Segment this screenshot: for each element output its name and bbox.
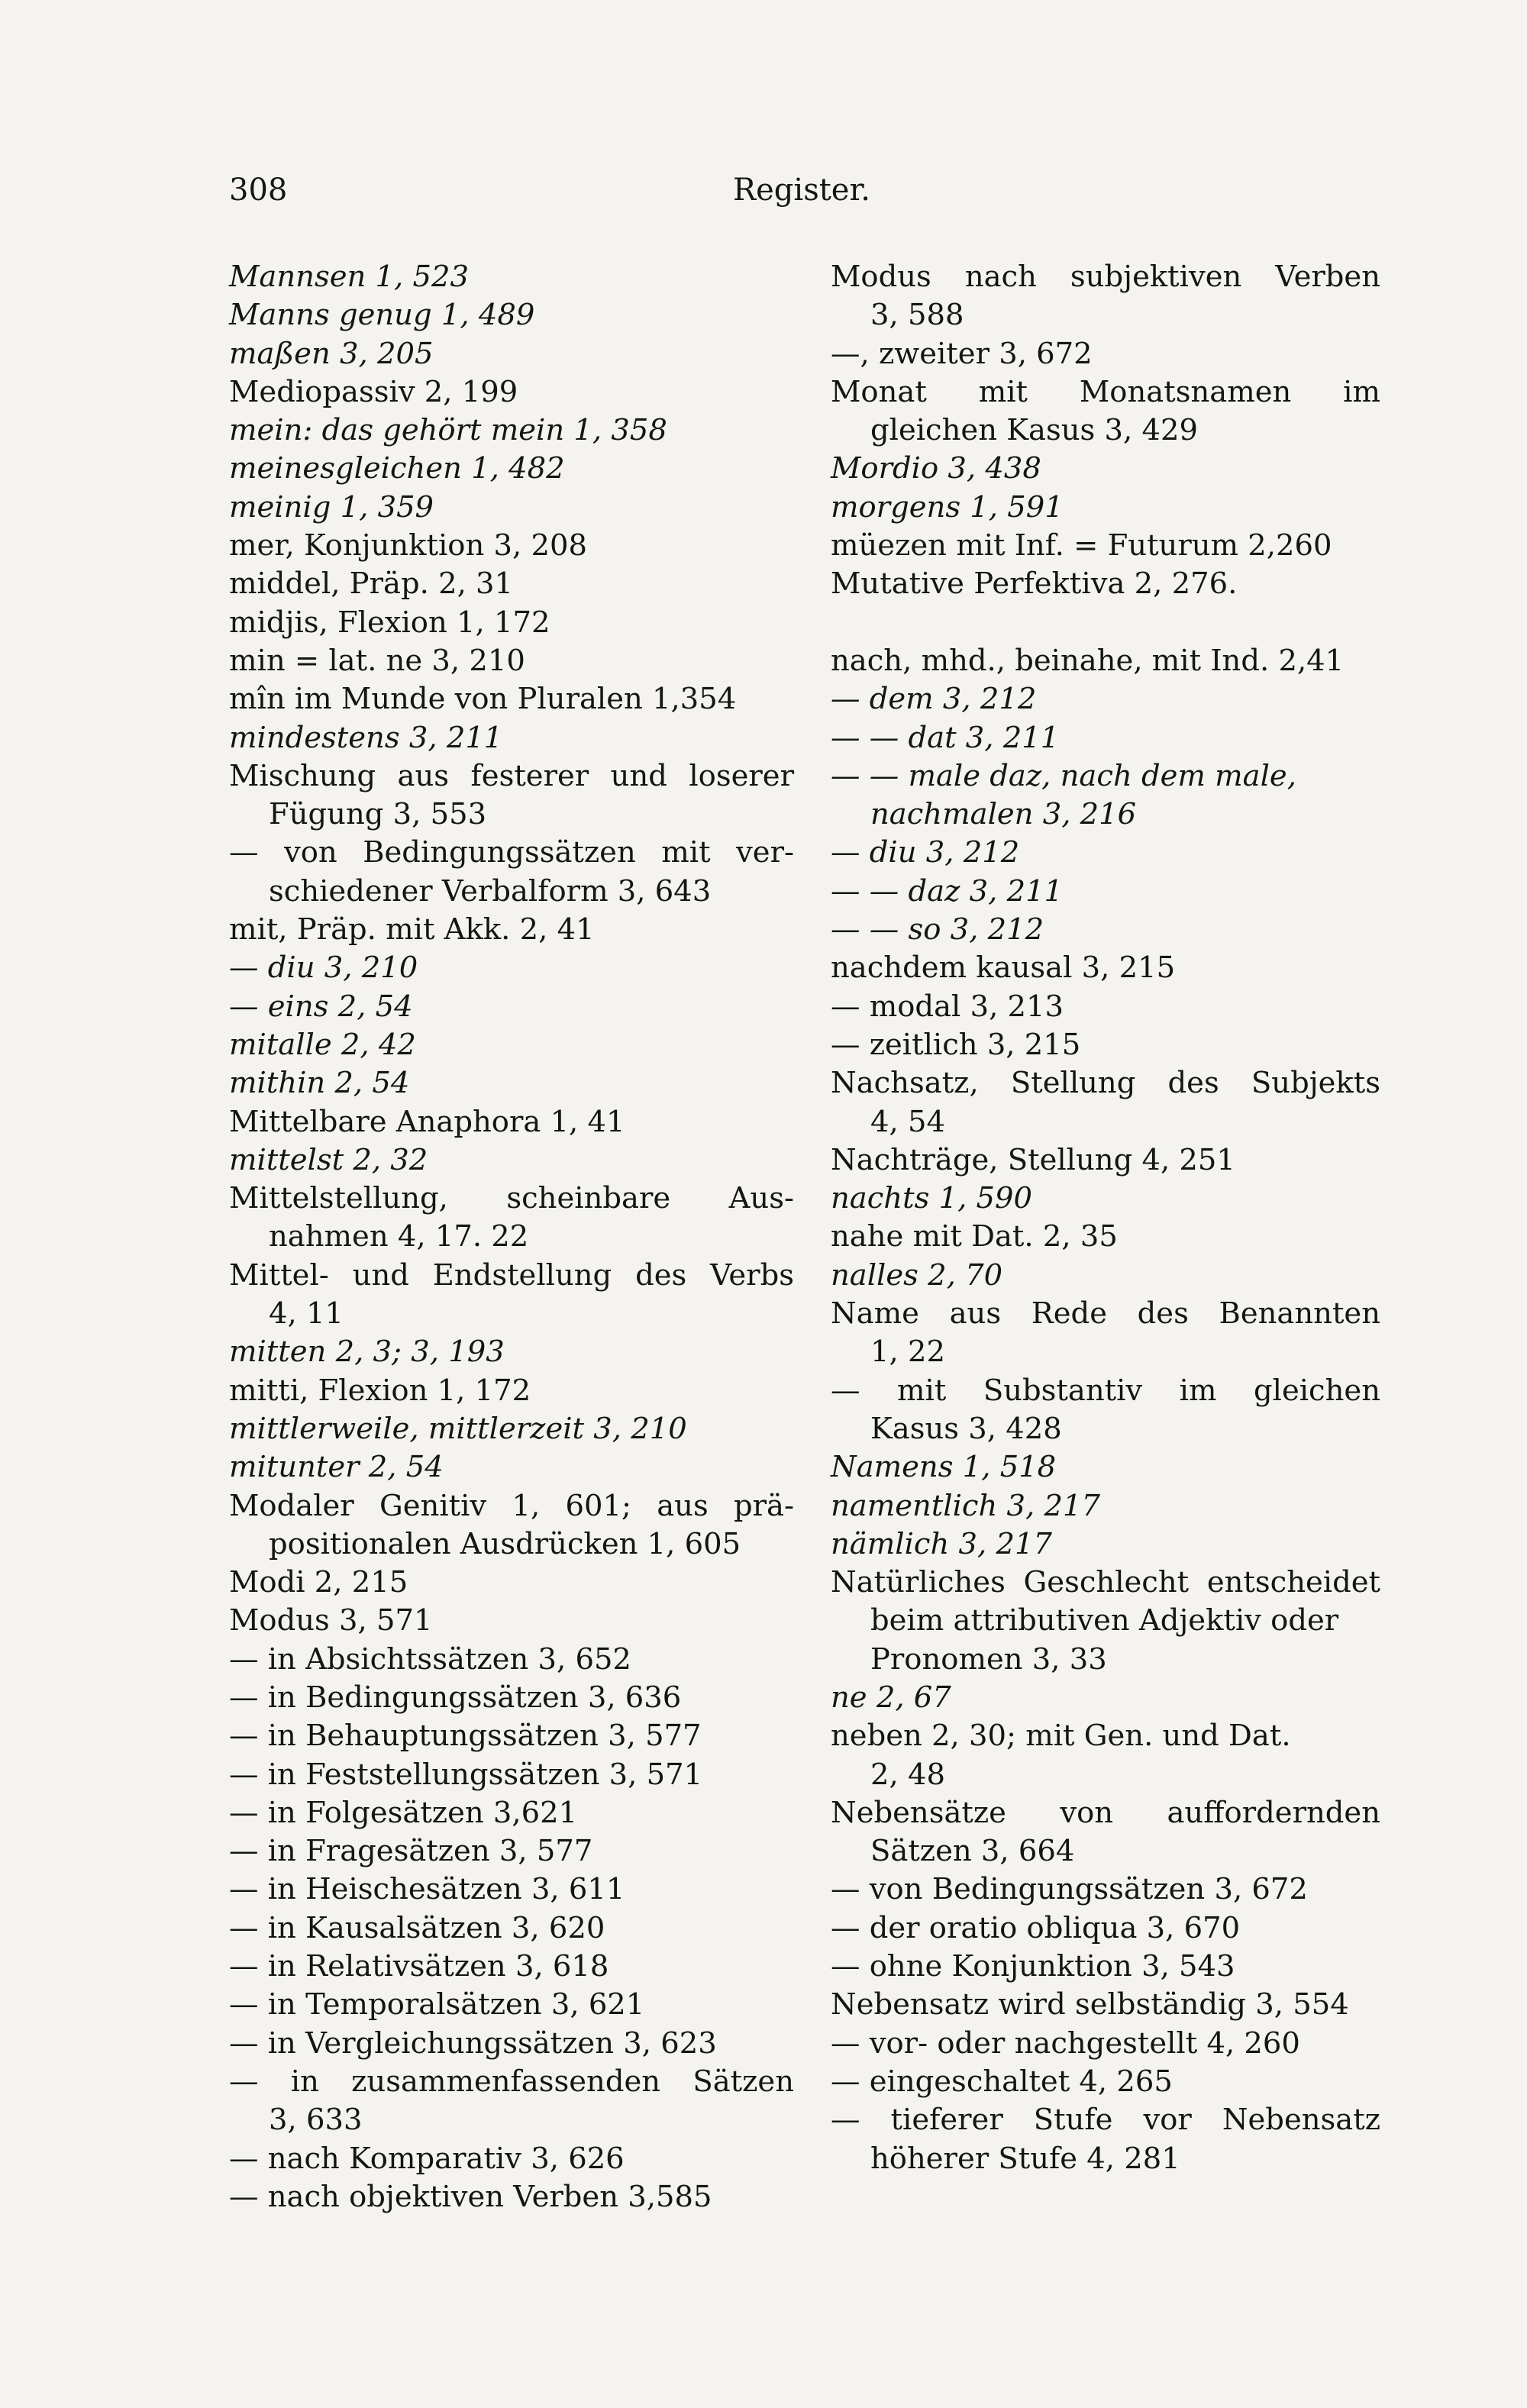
index-entry-line: Nebensätze von auffordernden	[831, 1795, 1380, 1830]
index-entry-line: mitalle 2, 42	[229, 1027, 416, 1062]
running-title: Register.	[733, 173, 870, 208]
index-entry-line: mithin 2, 54	[229, 1066, 410, 1101]
index-entry-line: nahmen 4, 17. 22	[269, 1219, 529, 1254]
index-entry-line: 1, 22	[870, 1335, 945, 1370]
index-entry-line: — modal 3, 213	[831, 989, 1064, 1024]
index-entry-line: maßen 3, 205	[229, 336, 434, 371]
index-entry-line: — in Temporalsätzen 3, 621	[229, 1987, 645, 2022]
index-entry-line: nämlich 3, 217	[831, 1526, 1052, 1561]
index-entry-line: höherer Stufe 4, 281	[870, 2141, 1180, 2176]
index-entry-line: — nach Komparativ 3, 626	[229, 2141, 625, 2176]
index-entry-line: 3, 588	[870, 298, 964, 333]
index-entry-line: — tieferer Stufe vor Nebensatz	[831, 2103, 1380, 2138]
index-entry-line: — in Absichtssätzen 3, 652	[229, 1641, 631, 1677]
page-number: 308	[229, 173, 288, 208]
index-entry-line: schiedener Verbalform 3, 643	[269, 873, 712, 909]
blank-line	[831, 604, 1380, 642]
index-entry-line: nachmalen 3, 216	[870, 797, 1137, 832]
index-entry-line: Mittelstellung, scheinbare Aus-	[229, 1181, 794, 1216]
index-entry-line: — in Folgesätzen 3,621	[229, 1795, 578, 1830]
index-entry-line: Monat mit Monatsnamen im	[831, 374, 1380, 409]
index-column-left	[229, 258, 794, 2216]
index-entry-line: — — dat 3, 211	[831, 720, 1060, 755]
index-entry-line: mein: das gehört mein 1, 358	[229, 413, 667, 448]
index-entry-line: morgens 1, 591	[831, 489, 1064, 525]
index-entry-line: Mutative Perfektiva 2, 276.	[831, 566, 1238, 602]
index-entry-line: nahe mit Dat. 2, 35	[831, 1219, 1118, 1254]
index-entry-line: gleichen Kasus 3, 429	[870, 413, 1198, 448]
index-entry-line: — — male daz, nach dem male,	[831, 758, 1296, 793]
index-entry-line: Mannsen 1, 523	[229, 260, 469, 294]
index-entry-line: — eins 2, 54	[229, 989, 413, 1024]
index-entry-line: Kasus 3, 428	[870, 1411, 1062, 1446]
index-entry-line: — zeitlich 3, 215	[831, 1027, 1081, 1062]
index-entry-line: Mordio 3, 438	[831, 451, 1041, 486]
index-entry-line: 4, 11	[269, 1296, 344, 1332]
index-entry-line: mer, Konjunktion 3, 208	[229, 528, 587, 563]
index-entry-line: nach, mhd., beinahe, mit Ind. 2,41	[831, 643, 1345, 678]
index-entry-line: Modus 3, 571	[229, 1603, 433, 1638]
index-entry-line: mindestens 3, 211	[229, 720, 503, 755]
index-entry-line: mit, Präp. mit Akk. 2, 41	[229, 912, 595, 947]
index-entry-line: — eingeschaltet 4, 265	[831, 2064, 1173, 2099]
index-entry-line: — diu 3, 212	[831, 835, 1020, 870]
index-entry-line: mitunter 2, 54	[229, 1450, 444, 1485]
index-entry-line: mitti, Flexion 1, 172	[229, 1373, 531, 1408]
index-entry-line: Modi 2, 215	[229, 1565, 408, 1600]
index-entry-line: Namens 1, 518	[831, 1450, 1057, 1485]
index-entry-line: min = lat. ne 3, 210	[229, 643, 525, 678]
index-entry-line: ne 2, 67	[831, 1680, 951, 1715]
index-entry-line: midjis, Flexion 1, 172	[229, 605, 550, 640]
index-entry-line: müezen mit Inf. = Futurum 2,260	[831, 528, 1332, 563]
index-entry-line: mîn im Munde von Pluralen 1,354	[229, 682, 737, 717]
index-entry-line: mittelst 2, 32	[229, 1142, 428, 1177]
index-entry-line: Nebensatz wird selbständig 3, 554	[831, 1987, 1349, 2022]
index-entry-line: Manns genug 1, 489	[229, 298, 535, 333]
index-entry-line: — diu 3, 210	[229, 951, 418, 986]
index-entry-line: Natürliches Geschlecht entscheidet	[831, 1565, 1380, 1600]
index-entry-line: Pronomen 3, 33	[870, 1641, 1107, 1677]
index-entry-line: Nachsatz, Stellung des Subjekts	[831, 1066, 1380, 1101]
index-entry-line: middel, Präp. 2, 31	[229, 566, 514, 602]
index-entry-line: nachdem kausal 3, 215	[831, 951, 1176, 986]
index-entry-line: nalles 2, 70	[831, 1257, 1003, 1293]
index-entry-line: Fügung 3, 553	[269, 797, 487, 832]
index-entry-line: meinesgleichen 1, 482	[229, 451, 565, 486]
index-entry-line: 4, 54	[870, 1104, 945, 1139]
index-entry-line: — vor- oder nachgestellt 4, 260	[831, 2025, 1300, 2061]
index-entry-line: Nachträge, Stellung 4, 251	[831, 1142, 1235, 1177]
index-entry-line: mittlerweile, mittlerzeit 3, 210	[229, 1411, 687, 1446]
index-entry-line: — — daz 3, 211	[831, 873, 1064, 909]
index-entry-line: Mischung aus festerer und loserer	[229, 758, 794, 793]
index-entry-line: — nach objektiven Verben 3,585	[229, 2179, 712, 2214]
index-entry-line: Mittelbare Anaphora 1, 41	[229, 1104, 625, 1139]
index-entry-line: — in Heischesätzen 3, 611	[229, 1872, 625, 1907]
index-entry-line: — dem 3, 212	[831, 682, 1037, 717]
index-entry-line: Modaler Genitiv 1, 601; aus prä-	[229, 1488, 794, 1523]
index-entry-line: — in Relativsätzen 3, 618	[229, 1949, 609, 1984]
index-entry-line: meinig 1, 359	[229, 489, 434, 525]
index-entry-line: nachts 1, 590	[831, 1181, 1033, 1216]
index-entry-line: — von Bedingungssätzen mit ver-	[229, 835, 794, 870]
index-entry-line: —, zweiter 3, 672	[831, 336, 1093, 371]
index-entry-line: — in Behauptungssätzen 3, 577	[229, 1719, 702, 1754]
index-entry-line: — in Bedingungssätzen 3, 636	[229, 1680, 682, 1715]
index-entry-line: — in Kausalsätzen 3, 620	[229, 1910, 605, 1945]
index-entry-line: — in zusammenfassenden Sätzen	[229, 2064, 794, 2099]
index-entry-line: Sätzen 3, 664	[870, 1834, 1075, 1869]
index-entry-line: — der oratio obliqua 3, 670	[831, 1910, 1241, 1945]
index-entry-line: namentlich 3, 217	[831, 1488, 1100, 1523]
index-entry-line: — in Feststellungssätzen 3, 571	[229, 1757, 703, 1792]
index-entry-line: Mittel- und Endstellung des Verbs	[229, 1257, 794, 1293]
index-entry-line: Name aus Rede des Benannten	[831, 1296, 1380, 1332]
index-entry-line: Mediopassiv 2, 199	[229, 374, 518, 409]
index-entry-line: beim attributiven Adjektiv oder	[870, 1603, 1339, 1638]
index-entry-line: — von Bedingungssätzen 3, 672	[831, 1872, 1308, 1907]
index-entry-line: — mit Substantiv im gleichen	[831, 1373, 1380, 1408]
index-entry-line: 2, 48	[870, 1757, 945, 1792]
index-entry-line: 3, 633	[269, 2103, 363, 2138]
index-entry-line: — in Fragesätzen 3, 577	[229, 1834, 593, 1869]
index-entry-line: neben 2, 30; mit Gen. und Dat.	[831, 1719, 1291, 1754]
index-entry-line: mitten 2, 3; 3, 193	[229, 1335, 505, 1370]
page-header	[0, 173, 1527, 226]
index-entry-line: Modus nach subjektiven Verben	[831, 260, 1380, 294]
index-entry-line: — ohne Konjunktion 3, 543	[831, 1949, 1235, 1984]
index-entry-line: — — so 3, 212	[831, 912, 1044, 947]
index-entry-line: — in Vergleichungssätzen 3, 623	[229, 2025, 717, 2061]
index-entry-line: positionalen Ausdrücken 1, 605	[269, 1526, 741, 1561]
index-column-right	[831, 258, 1380, 2178]
